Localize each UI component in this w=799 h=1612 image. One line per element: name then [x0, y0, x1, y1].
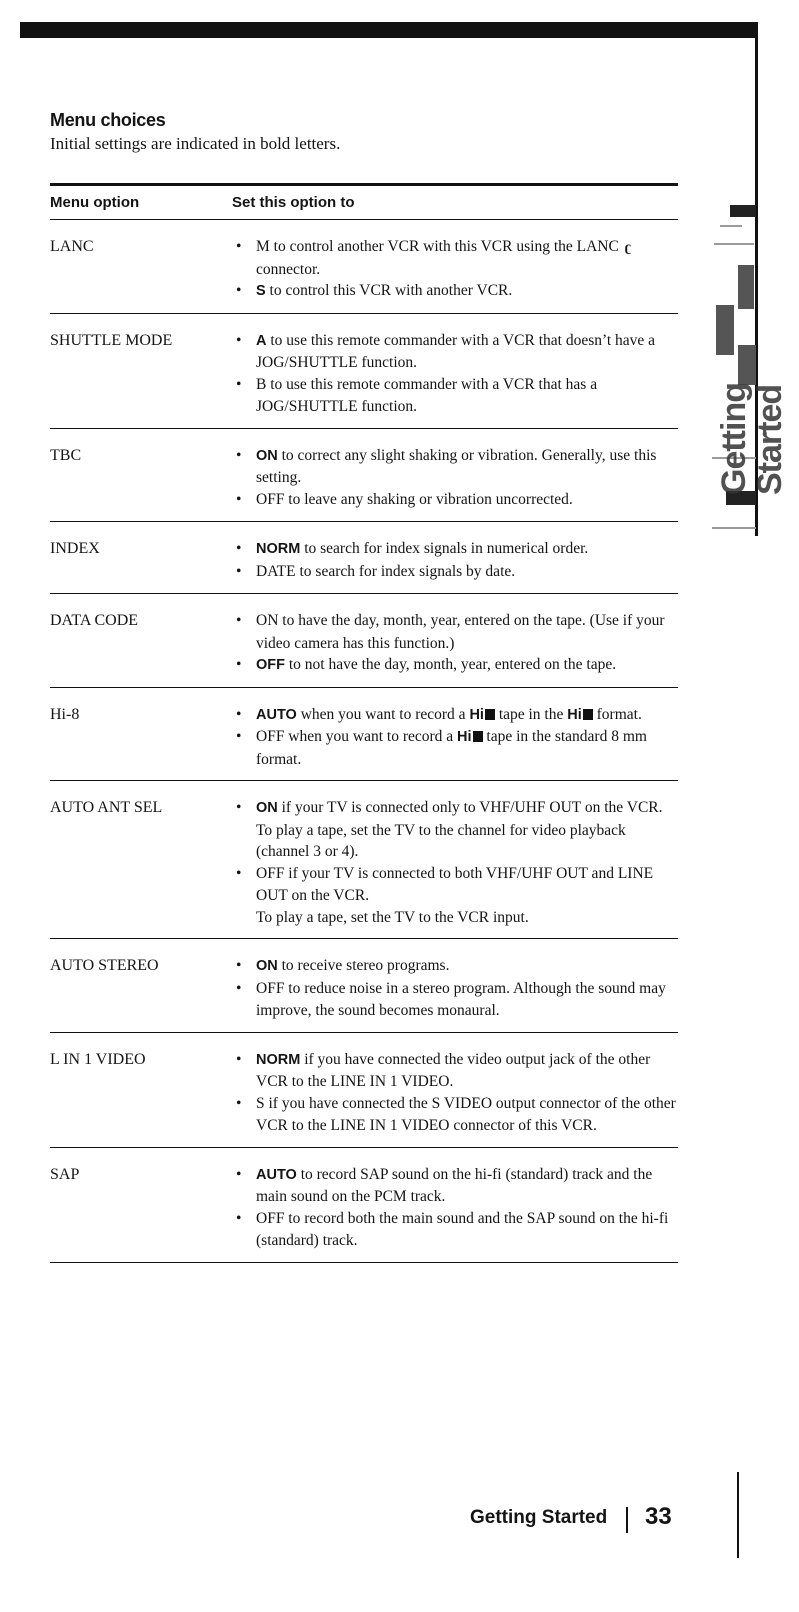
table-row [50, 1148, 678, 1263]
row-option: TBC [50, 446, 82, 464]
choice-note: To play a tape, set the TV to the VCR input. [256, 908, 529, 926]
list-item: • ON to have the day, month, year, entered on the tape. (Use if your video camera has this function.) [232, 610, 678, 654]
table-row [50, 220, 678, 314]
list-item: • M to control another VCR with this VCR using the LANC ʗconnector. [232, 236, 678, 280]
list-item: • B to use this remote commander with a VCR that has a JOG/SHUTTLE function. [232, 374, 678, 418]
row-option: SHUTTLE MODE [50, 331, 173, 349]
hi8-logo: Hi [469, 707, 495, 723]
page-heading: Menu choices [50, 110, 166, 130]
list-item: • NORM to search for index signals in numerical order. [232, 538, 678, 561]
list-item: • OFF to record both the main sound and the SAP sound on the hi-fi (standard) track. [232, 1208, 678, 1252]
row-option: Hi-8 [50, 705, 80, 723]
table-row [50, 1033, 678, 1148]
header-menu-option: Menu option [50, 194, 140, 211]
list-item: • A to use this remote commander with a VCR that doesn’t have a JOG/SHUTTLE function. [232, 330, 678, 374]
list-item: • AUTO when you want to record a Hi tape in the Hi format. [232, 704, 678, 727]
side-tab-label: Getting Started [715, 383, 789, 495]
footer-section-label: Getting Started [470, 1507, 608, 1528]
header-set-option: Set this option to [232, 194, 355, 211]
list-item: • S if you have connected the S VIDEO output connector of the other VCR to the LINE IN 1 VIDEO connector of this VCR. [232, 1093, 678, 1137]
list-item: • DATE to search for index signals by date. [232, 561, 678, 584]
list-item: • ON if your TV is connected only to VHF/UHF OUT on the VCR. To play a tape, set the TV to the channel for video playback (channel 3 or 4). [232, 797, 678, 863]
row-option: AUTO ANT SEL [50, 799, 163, 816]
table-row [50, 429, 678, 523]
table-row [50, 314, 678, 429]
menu-choices-table [50, 183, 678, 1263]
section-side-tab [712, 205, 789, 550]
page-number: 33 [645, 1503, 672, 1530]
hi8-logo: Hi [567, 707, 593, 723]
table-row [50, 781, 678, 939]
row-option: DATA CODE [50, 612, 139, 629]
lanc-connector-icon: ʗ [624, 240, 632, 255]
top-rule [20, 22, 758, 38]
row-option: AUTO STEREO [50, 957, 159, 974]
row-option: SAP [50, 1165, 80, 1183]
table-header [50, 186, 678, 220]
list-item: • OFF to not have the day, month, year, entered on the tape. [232, 654, 678, 677]
list-item: • OFF to reduce noise in a stereo program. Although the sound may improve, the sound becomes monaural. [232, 978, 678, 1022]
list-item: • ON to receive stereo programs. [232, 955, 678, 978]
table-row [50, 594, 678, 688]
table-row [50, 939, 678, 1033]
list-item: • OFF when you want to record a Hi tape in the standard 8 mm format. [232, 726, 678, 770]
hi8-logo: Hi [457, 729, 483, 745]
list-item: • OFF if your TV is connected to both VHF/UHF OUT and LINE OUT on the VCR. To play a tape, set the TV to the VCR input. [232, 863, 678, 929]
table-row [50, 688, 678, 782]
list-item: • OFF to leave any shaking or vibration uncorrected. [232, 489, 678, 512]
list-item: • AUTO to record SAP sound on the hi-fi (standard) track and the main sound on the PCM track. [232, 1164, 678, 1208]
footer-divider [626, 1507, 628, 1533]
row-option: LANC [50, 238, 94, 255]
table-row [50, 522, 678, 594]
page-subheading: Initial settings are indicated in bold letters. [50, 134, 341, 153]
list-item: • S to control this VCR with another VCR. [232, 280, 678, 303]
choice-note: To play a tape, set the TV to the channel for video playback (channel 3 or 4). [256, 821, 626, 860]
list-item: • ON to correct any slight shaking or vibration. Generally, use this setting. [232, 445, 678, 489]
list-item: • NORM if you have connected the video output jack of the other VCR to the LINE IN 1 VIDEO. [232, 1049, 678, 1093]
row-option: L IN 1 VIDEO [50, 1050, 146, 1068]
row-option: INDEX [50, 540, 100, 557]
footer-vertical-rule [737, 1472, 739, 1558]
